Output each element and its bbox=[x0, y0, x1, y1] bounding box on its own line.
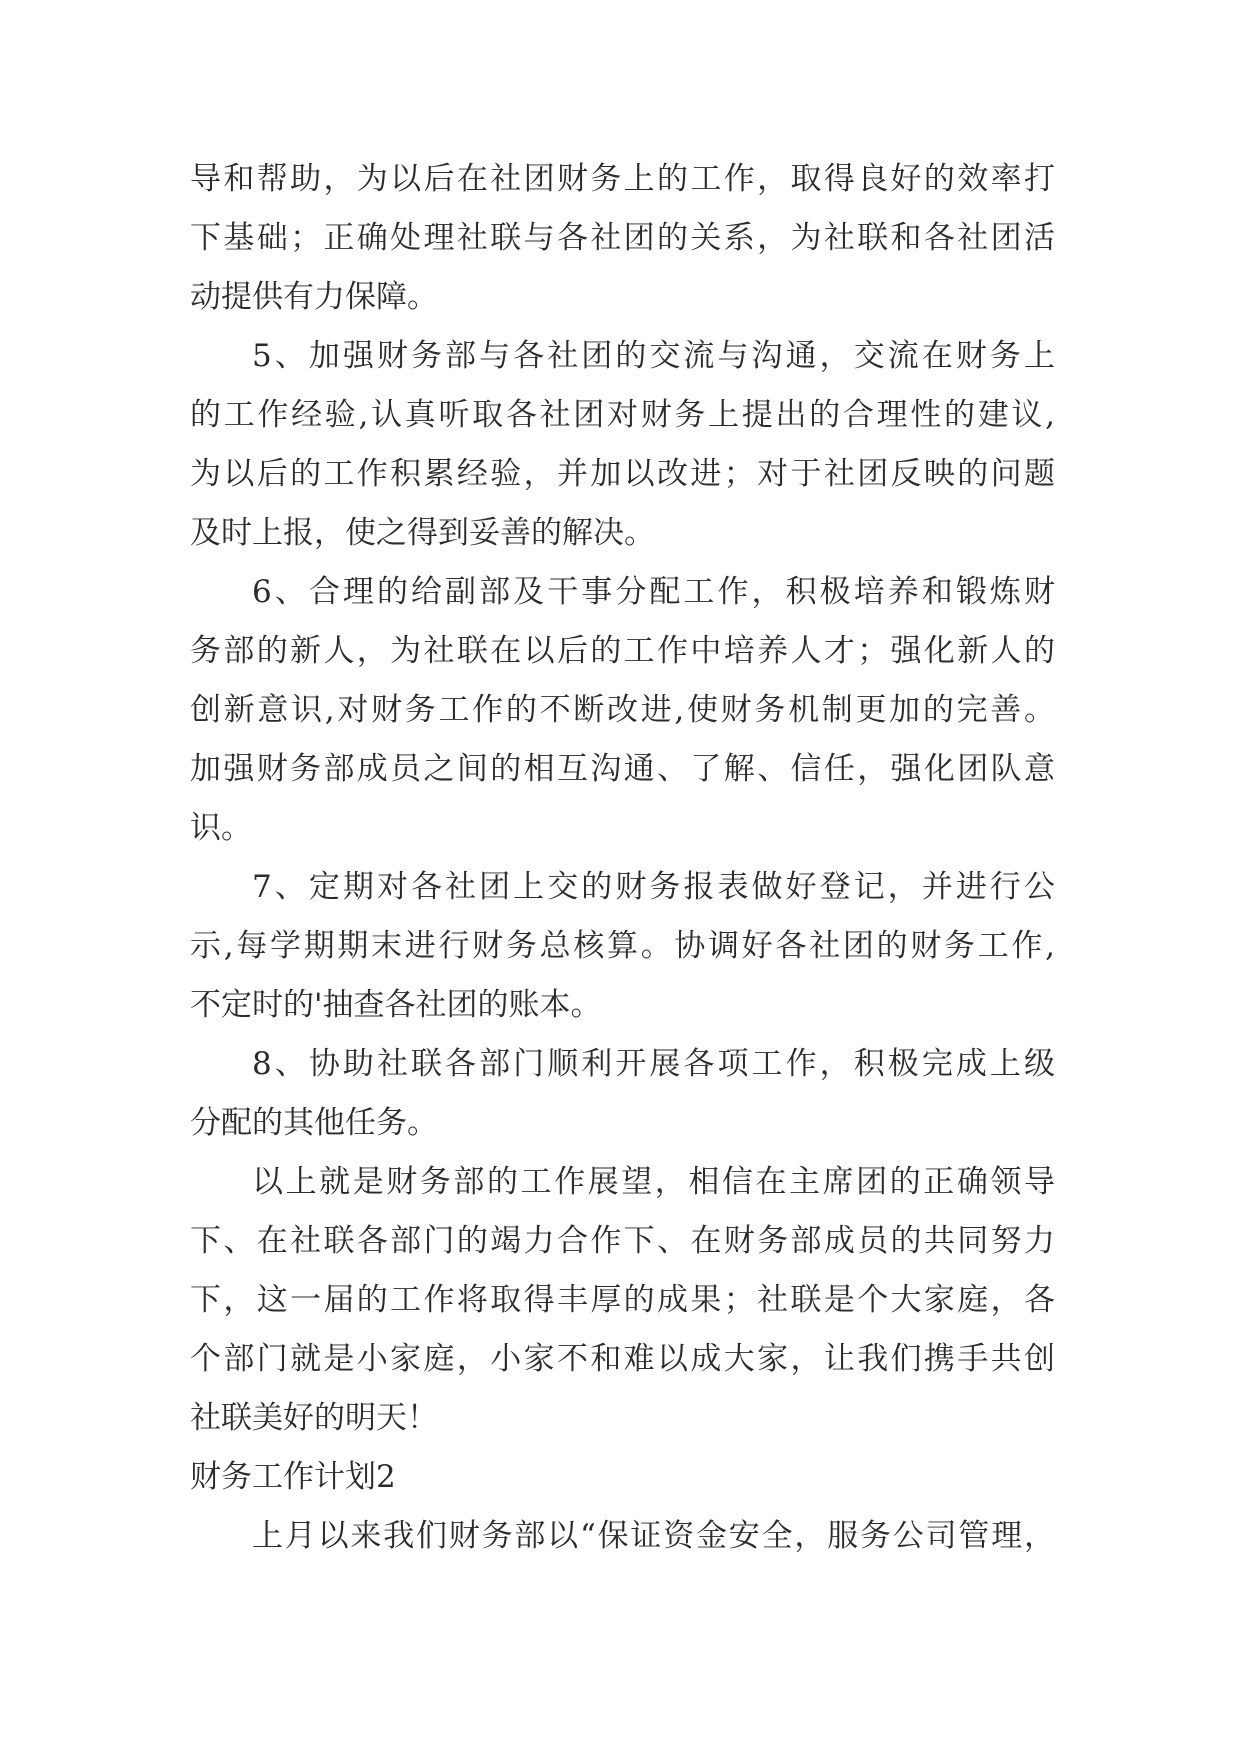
text-line: 上月以来我们财务部以“保证资金安全，服务公司管理， bbox=[252, 1518, 1055, 1554]
text-line: 务部的新人，为社联在以后的工作中培养人才；强化新人的 bbox=[190, 633, 1055, 669]
text-line: 及时上报，使之得到妥善的解决。 bbox=[190, 515, 655, 551]
text-line: 加强财务部成员之间的相互沟通、了解、信任，强化团队意 bbox=[190, 751, 1055, 787]
document-page bbox=[190, 150, 1055, 1566]
section-heading: 财务工作计划2 bbox=[190, 1459, 396, 1495]
text-line: 动提供有力保障。 bbox=[190, 279, 438, 315]
text-line: 示,每学期期末进行财务总核算。协调好各社团的财务工作, bbox=[190, 928, 1055, 964]
text-line: 7、定期对各社团上交的财务报表做好登记，并进行公 bbox=[252, 869, 1055, 905]
text-line: 下基础；正确处理社联与各社团的关系，为社联和各社团活 bbox=[190, 220, 1055, 256]
document-body bbox=[190, 150, 1055, 1566]
text-line: 识。 bbox=[190, 810, 252, 846]
text-line: 6、合理的给副部及干事分配工作，积极培养和锻炼财 bbox=[252, 574, 1055, 610]
text-line: 下，这一届的工作将取得丰厚的成果；社联是个大家庭，各 bbox=[190, 1282, 1055, 1318]
text-line: 社联美好的明天！ bbox=[190, 1400, 438, 1436]
text-line: 以上就是财务部的工作展望，相信在主席团的正确领导 bbox=[252, 1164, 1055, 1200]
text-line: 分配的其他任务。 bbox=[190, 1105, 438, 1141]
text-line: 5、加强财务部与各社团的交流与沟通，交流在财务上 bbox=[252, 338, 1055, 374]
text-line: 不定时的'抽查各社团的账本。 bbox=[190, 987, 602, 1023]
text-line: 导和帮助，为以后在社团财务上的工作，取得良好的效率打 bbox=[190, 161, 1055, 197]
text-line: 下、在社联各部门的竭力合作下、在财务部成员的共同努力 bbox=[190, 1223, 1055, 1259]
text-line: 个部门就是小家庭，小家不和难以成大家，让我们携手共创 bbox=[190, 1341, 1055, 1377]
text-line: 创新意识,对财务工作的不断改进,使财务机制更加的完善。 bbox=[190, 692, 1055, 728]
text-line: 的工作经验,认真听取各社团对财务上提出的合理性的建议, bbox=[190, 397, 1055, 433]
text-line: 为以后的工作积累经验，并加以改进；对于社团反映的问题 bbox=[190, 456, 1055, 492]
text-line: 8、协助社联各部门顺利开展各项工作，积极完成上级 bbox=[252, 1046, 1055, 1082]
